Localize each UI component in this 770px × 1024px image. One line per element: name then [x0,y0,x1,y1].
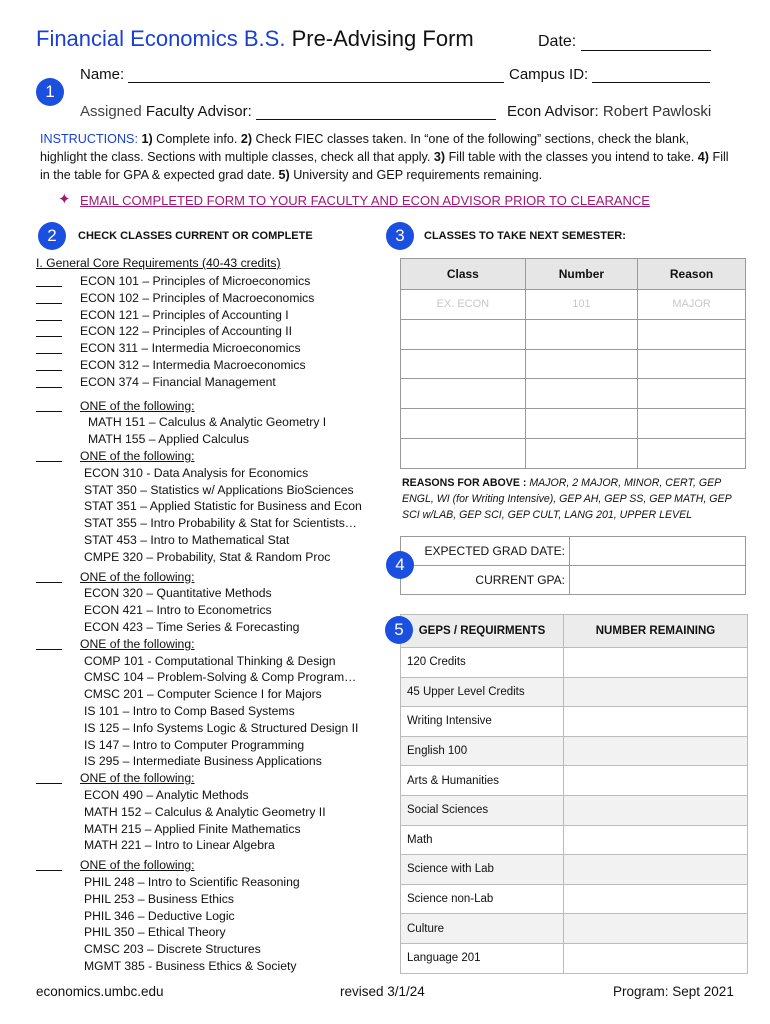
course-item: MATH 152 – Calculus & Analytic Geometry II [84,804,326,819]
class-cell[interactable] [401,409,526,439]
check-blank[interactable] [36,286,62,287]
table-row [401,566,746,595]
course-item: CMPE 320 – Probability, Stat & Random Proc [84,549,331,564]
table-row [401,795,748,825]
course-item: PHIL 350 – Ethical Theory [84,925,226,940]
number-cell[interactable] [525,349,637,379]
column-header: NUMBER REMAINING [564,615,748,648]
course-item: ECON 423 – Time Series & Forecasting [84,620,300,634]
campus-id-label: Campus ID: [509,66,589,83]
faculty-advisor-field [80,103,496,120]
number-remaining-cell[interactable] [564,884,748,914]
table-header-row [401,259,746,290]
reason-cell[interactable] [638,319,746,349]
check-blank[interactable] [36,461,62,462]
econ-advisor-label: Econ Advisor: [507,103,599,120]
grad-gpa-table [400,536,746,595]
column-header: GEPS / REQUIRMENTS [401,615,564,648]
step-number: 4) [697,150,709,164]
number-remaining-cell[interactable] [564,736,748,766]
step-number: 5) [278,168,290,182]
table-row [401,825,748,855]
instruction-text: Fill table with the classes you intend to take. [445,150,698,164]
one-of-label: ONE of the following: [80,449,195,463]
table-row [401,884,748,914]
class-cell[interactable] [401,379,526,409]
check-blank[interactable] [36,649,62,650]
section-3-heading: CLASSES TO TAKE NEXT SEMESTER: [424,230,626,242]
econ-advisor-field [507,103,711,120]
example-class: EX. ECON [401,290,526,320]
check-blank[interactable] [36,411,62,412]
check-blank[interactable] [36,370,62,371]
course-item: ECON 490 – Analytic Methods [84,788,249,802]
class-cell[interactable] [401,438,526,468]
reason-cell[interactable] [638,409,746,439]
instructions-label: INSTRUCTIONS: [40,132,138,146]
table-row [401,855,748,885]
check-blank[interactable] [36,353,62,354]
course-item: IS 295 – Intermediate Business Applications [84,754,322,769]
instruction-text: Fill in the table for GPA & expected grad date. [40,150,729,182]
campus-id-field [509,66,710,83]
star-icon: ✦ [58,191,71,208]
requirement-label: Science non-Lab [401,884,564,914]
requirement-label: Arts & Humanities [401,766,564,796]
column-header: Number [525,259,637,290]
table-row [401,677,748,707]
instruction-text: Check FIEC classes taken. In “one of the following” sections, check the blank, highlight the class. Sections with multiple classes, check all that apply. [40,132,689,164]
date-blank[interactable] [581,36,711,51]
table-row [401,438,746,468]
step-5-badge: 5 [385,616,413,644]
requirement-label: Science with Lab [401,855,564,885]
course-item: CMSC 104 – Problem-Solving & Comp Program… [84,670,357,685]
course-item: ECON 101 – Principles of Microeconomics [80,274,311,288]
footer-revised: revised 3/1/24 [340,984,425,999]
number-cell[interactable] [525,379,637,409]
example-row [401,290,746,320]
econ-advisor-name: Robert Pawloski [602,103,712,120]
faculty-advisor-blank[interactable] [256,105,496,120]
course-item: STAT 355 – Intro Probability & Stat for Scientists… [84,516,357,531]
number-remaining-cell[interactable] [564,855,748,885]
number-remaining-cell[interactable] [564,825,748,855]
course-item: ECON 122 – Principles of Accounting II [80,324,293,339]
number-remaining-cell[interactable] [564,766,748,796]
step-1-badge: 1 [36,78,64,106]
requirement-label: 120 Credits [401,648,564,678]
step-3-badge: 3 [386,222,414,250]
course-item: PHIL 346 – Deductive Logic [84,908,235,923]
reasons-legend [402,475,747,523]
number-remaining-cell[interactable] [564,648,748,678]
faculty-advisor-label: Faculty Advisor: [145,103,252,120]
date-field [538,33,711,51]
example-number: 101 [525,290,637,320]
name-label: Name: [80,66,125,83]
check-blank[interactable] [36,320,62,321]
number-remaining-cell[interactable] [564,914,748,944]
column-header: Reason [638,259,746,290]
step-4-badge: 4 [386,551,414,579]
step-number: 2) [240,132,253,146]
course-item: ECON 311 – Intermedia Microeconomics [80,341,301,356]
requirement-label: Math [401,825,564,855]
table-row [401,537,746,566]
number-cell[interactable] [525,409,637,439]
class-cell[interactable] [401,319,526,349]
core-requirements-title: I. General Core Requirements (40-43 credits) [36,256,281,270]
table-row [401,914,748,944]
email-notice: EMAIL COMPLETED FORM TO YOUR FACULTY AND ECON ADVISOR PRIOR TO CLEARANCE [80,193,650,208]
course-item: CMSC 203 – Discrete Structures [84,942,261,957]
course-item: ECON 320 – Quantitative Methods [84,586,272,601]
table-row [401,409,746,439]
instructions [40,130,735,184]
course-item: ECON 121 – Principles of Accounting I [80,307,289,322]
course-item: ECON 310 - Data Analysis for Economics [84,465,309,480]
number-remaining-cell[interactable] [564,795,748,825]
check-blank[interactable] [36,870,62,871]
check-blank[interactable] [36,582,62,583]
date-label: Date: [538,33,577,50]
number-remaining-cell[interactable] [564,677,748,707]
course-item: STAT 351 – Applied Statistic for Business and Econ [84,499,362,514]
table-row [401,736,748,766]
table-row [401,707,748,737]
check-blank[interactable] [36,336,62,337]
requirement-label: 45 Upper Level Credits [401,677,564,707]
reason-cell[interactable] [638,349,746,379]
course-item: STAT 453 – Intro to Mathematical Stat [84,533,290,547]
gpa-input[interactable] [570,566,746,595]
footer-program: Program: Sept 2021 [613,984,734,999]
reason-cell[interactable] [638,379,746,409]
grad-date-label: EXPECTED GRAD DATE: [401,537,570,566]
table-row [401,349,746,379]
table-row [401,943,748,973]
course-item: MGMT 385 - Business Ethics & Society [84,959,297,973]
column-header: Class [401,259,526,290]
course-item: STAT 350 – Statistics w/ Applications BioSciences [84,482,354,497]
course-item: MATH 151 – Calculus & Analytic Geometry I [88,415,327,430]
requirement-label: Culture [401,914,564,944]
table-row [401,379,746,409]
one-of-label: ONE of the following: [80,636,195,651]
course-item: CMSC 201 – Computer Science I for Majors [84,687,322,702]
table-row [401,766,748,796]
table-row [401,319,746,349]
one-of-label: ONE of the following: [80,771,195,786]
table-header-row [401,615,748,648]
requirement-label: Social Sciences [401,795,564,825]
class-cell[interactable] [401,349,526,379]
course-item: ECON 312 – Intermedia Macroeconomics [80,358,306,372]
check-blank[interactable] [36,783,62,784]
course-item: IS 125 – Info Systems Logic & Structured Design II [84,720,359,735]
reasons-text: MAJOR, 2 MAJOR, MINOR, CERT, GEP ENGL, WI (for Writing Intensive), GEP AH, GEP SS, GEP MATH, GEP SCI w/LAB, GEP SCI, GEP CULT, LANG 201, UPPER LEVEL [402,477,732,521]
course-item: IS 147 – Intro to Computer Programming [84,737,305,752]
course-item: MATH 215 – Applied Finite Mathematics [84,821,301,836]
number-remaining-cell[interactable] [564,943,748,973]
number-remaining-cell[interactable] [564,707,748,737]
footer-website: economics.umbc.edu [36,984,164,999]
course-item: IS 101 – Intro to Comp Based Systems [84,704,295,718]
step-number: 1) [141,132,153,146]
grad-date-input[interactable] [570,537,746,566]
section-2-heading: CHECK CLASSES CURRENT OR COMPLETE [78,230,313,242]
table-row [401,648,748,678]
step-number: 3) [433,150,446,164]
check-blank[interactable] [36,303,62,304]
step-2-badge: 2 [38,222,66,250]
check-blank[interactable] [36,387,62,388]
number-cell[interactable] [525,438,637,468]
requirement-label: Writing Intensive [401,707,564,737]
program-name: Financial Economics B.S. [36,26,286,51]
course-item: COMP 101 - Computational Thinking & Design [84,653,336,668]
course-item: MATH 155 – Applied Calculus [88,432,250,447]
one-of-label: ONE of the following: [80,858,195,873]
next-semester-table [400,258,746,469]
instruction-text: University and GEP requirements remaining. [289,168,543,182]
requirement-label: English 100 [401,736,564,766]
number-cell[interactable] [525,319,637,349]
faculty-advisor-label-prefix: Assigned [80,103,146,120]
reasons-label: REASONS FOR ABOVE : [402,477,527,489]
course-item: PHIL 253 – Business Ethics [84,891,234,906]
name-blank[interactable] [128,68,504,83]
campus-id-blank[interactable] [592,68,710,83]
course-item: ECON 374 – Financial Management [80,374,276,389]
requirement-label: Language 201 [401,943,564,973]
reason-cell[interactable] [638,438,746,468]
instruction-text: Complete info. [152,132,241,146]
example-reason: MAJOR [638,290,746,320]
name-field [80,66,504,83]
course-item: ECON 421 – Intro to Econometrics [84,603,272,618]
course-item: PHIL 248 – Intro to Scientific Reasoning [84,875,300,889]
course-item: ECON 102 – Principles of Macroeconomics [80,290,315,305]
gpa-label: CURRENT GPA: [401,566,570,595]
course-item: MATH 221 – Intro to Linear Algebra [84,838,275,853]
one-of-label: ONE of the following: [80,569,195,584]
form-name: Pre-Advising Form [291,26,474,51]
gep-requirements-table [400,614,748,974]
page-title [36,26,474,52]
one-of-label: ONE of the following: [80,398,195,413]
